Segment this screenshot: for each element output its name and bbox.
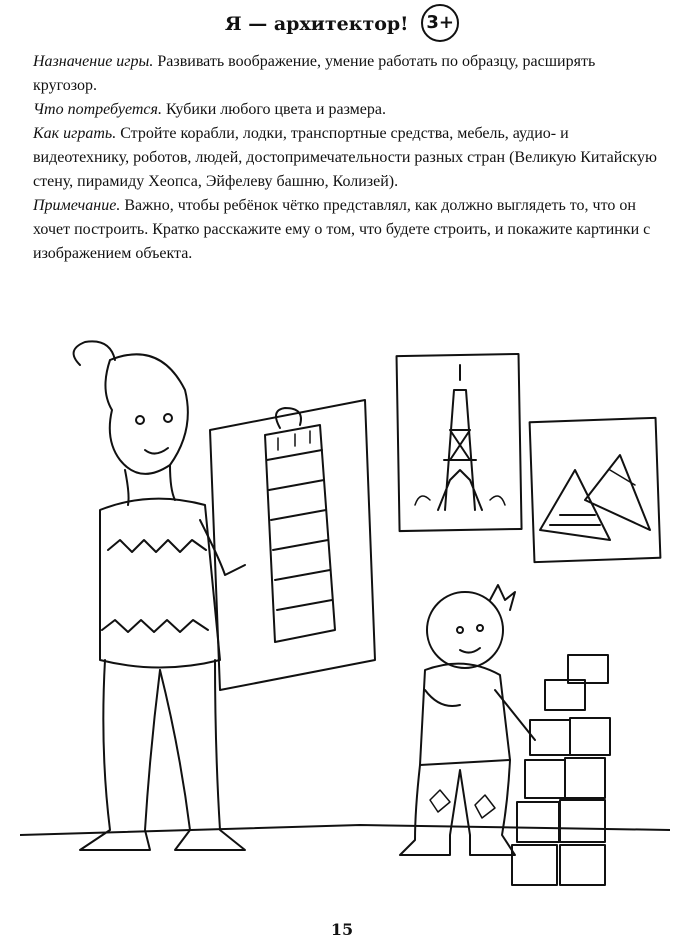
paragraph-lead: Как играть. — [33, 125, 117, 142]
age-badge: 3+ — [421, 4, 459, 42]
pyramids-icon — [530, 418, 661, 562]
paragraph-lead: Назначение игры. — [33, 53, 154, 70]
eiffel-tower-icon — [397, 354, 522, 531]
floor-line — [20, 825, 670, 835]
paragraph-materials — [33, 98, 661, 122]
title-text: Я — архитектор! — [224, 13, 409, 35]
paragraph-purpose — [33, 50, 661, 98]
paragraph-body: Развивать воображение, умение работать по образцу, расширять кругозор. — [33, 53, 596, 94]
paragraph-body: Важно, чтобы ребёнок чётко представлял, как должно выглядеть то, что он хочет построить. Кратко расскажите ему о том, что будете строить, и покажите картинки с изображением объекта. — [33, 197, 651, 262]
paragraph-lead: Примечание. — [33, 197, 121, 214]
paragraph-body: Стройте корабли, лодки, транспортные средства, мебель, аудио- и видеотехнику, роботов, людей, достопримечательности разных стран (Великую Китайскую стену, пирамиду Хеопса, Эйфелеву башню, Колизей). — [33, 125, 657, 190]
body-text — [33, 50, 661, 266]
paragraph-lead: Что потребуется. — [33, 101, 162, 118]
paragraph-how-to-play — [33, 122, 661, 194]
block-stack-icon — [512, 655, 610, 885]
paragraph-body: Кубики любого цвета и размера. — [161, 101, 386, 118]
leaning-tower-icon — [210, 400, 375, 690]
woman-holding-poster-icon — [74, 341, 245, 850]
boy-icon — [400, 585, 535, 855]
illustration — [20, 330, 670, 900]
page-title — [0, 6, 684, 44]
page-number: 15 — [330, 920, 354, 939]
paragraph-note — [33, 194, 661, 266]
